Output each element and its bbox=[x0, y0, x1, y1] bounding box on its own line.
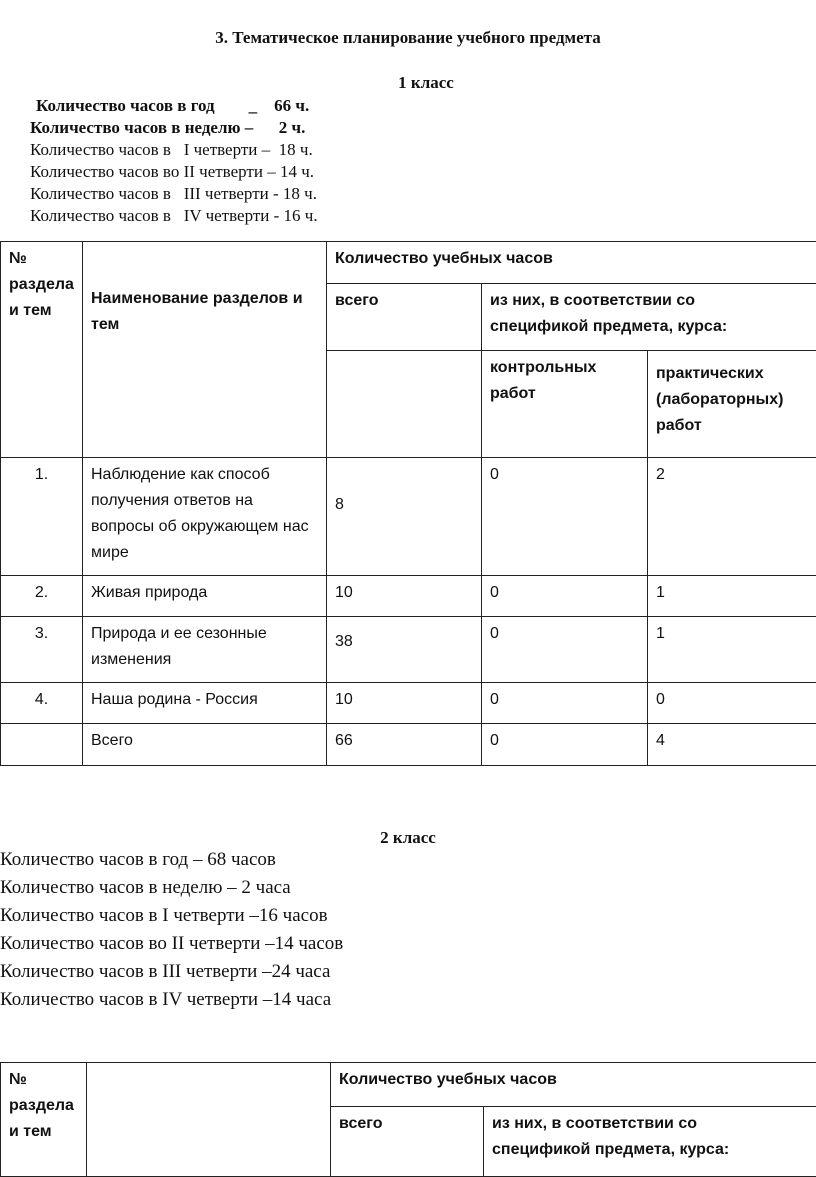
header-practical: практических (лабораторных) работ bbox=[648, 351, 816, 458]
row-num bbox=[1, 724, 83, 766]
table-row bbox=[1, 683, 816, 724]
row-total: 66 bbox=[327, 724, 482, 766]
header-hours: Количество учебных часов bbox=[331, 1063, 816, 1107]
row-total: 10 bbox=[327, 576, 482, 617]
grade2-hours-week: Количество часов в неделю – 2 часа bbox=[0, 877, 291, 899]
row-name: Наблюдение как способ получения ответов на вопросы об окружающем нас мире bbox=[83, 458, 327, 576]
row-total: 38 bbox=[327, 617, 482, 683]
row-control: 0 bbox=[482, 724, 648, 766]
row-name: Живая природа bbox=[83, 576, 327, 617]
grade1-hours-q4: Количество часов в IV четверти - 16 ч. bbox=[30, 206, 318, 226]
grade2-title: 2 класс bbox=[0, 828, 816, 848]
table-row-total bbox=[1, 724, 816, 766]
header-hours: Количество учебных часов bbox=[327, 242, 816, 284]
row-total: 10 bbox=[327, 683, 482, 724]
grade1-hours-q1: Количество часов в I четверти – 18 ч. bbox=[30, 140, 313, 160]
grade1-hours-year: Количество часов в год _ 66 ч. bbox=[36, 96, 309, 116]
document-heading: 3. Тематическое планирование учебного предмета bbox=[0, 28, 816, 48]
header-total: всего bbox=[327, 284, 482, 351]
row-total: 8 bbox=[327, 458, 482, 576]
grade2-hours-q2: Количество часов во II четверти –14 часов bbox=[0, 933, 343, 955]
header-of-them: из них, в соответствии со спецификой предмета, курса: bbox=[482, 284, 816, 351]
row-name: Всего bbox=[83, 724, 327, 766]
row-control: 0 bbox=[482, 458, 648, 576]
row-practical: 4 bbox=[648, 724, 816, 766]
header-name: Наименование разделов и тем bbox=[83, 242, 327, 458]
grade1-hours-q3: Количество часов в III четверти - 18 ч. bbox=[30, 184, 317, 204]
header-total: всего bbox=[331, 1107, 484, 1177]
header-num: № раздела и тем bbox=[1, 1063, 87, 1177]
header-num: № раздела и тем bbox=[1, 242, 83, 458]
grade1-hours-q2: Количество часов во II четверти – 14 ч. bbox=[30, 162, 314, 182]
table-row bbox=[1, 458, 816, 576]
grade2-hours-q1: Количество часов в I четверти –16 часов bbox=[0, 905, 328, 927]
row-name: Наша родина - Россия bbox=[83, 683, 327, 724]
row-num: 4. bbox=[1, 683, 83, 724]
header-total-empty bbox=[327, 351, 482, 458]
grade2-hours-year: Количество часов в год – 68 часов bbox=[0, 849, 276, 871]
row-practical: 1 bbox=[648, 576, 816, 617]
row-control: 0 bbox=[482, 683, 648, 724]
row-practical: 0 bbox=[648, 683, 816, 724]
header-name-empty bbox=[87, 1063, 331, 1177]
grade2-hours-q4: Количество часов в IV четверти –14 часа bbox=[0, 989, 331, 1011]
row-num: 1. bbox=[1, 458, 83, 576]
table-row bbox=[1, 576, 816, 617]
grade1-title: 1 класс bbox=[0, 73, 816, 93]
header-control: контрольных работ bbox=[482, 351, 648, 458]
row-num: 2. bbox=[1, 576, 83, 617]
grade2-hours-q3: Количество часов в III четверти –24 часа bbox=[0, 961, 330, 983]
table-row bbox=[1, 617, 816, 683]
grade2-table bbox=[0, 1062, 816, 1177]
row-control: 0 bbox=[482, 617, 648, 683]
row-practical: 2 bbox=[648, 458, 816, 576]
row-control: 0 bbox=[482, 576, 648, 617]
row-num: 3. bbox=[1, 617, 83, 683]
header-of-them: из них, в соответствии со спецификой предмета, курса: bbox=[484, 1107, 816, 1177]
grade1-table bbox=[0, 241, 816, 766]
grade1-hours-week: Количество часов в неделю – 2 ч. bbox=[30, 118, 305, 138]
row-name: Природа и ее сезонные изменения bbox=[83, 617, 327, 683]
row-practical: 1 bbox=[648, 617, 816, 683]
